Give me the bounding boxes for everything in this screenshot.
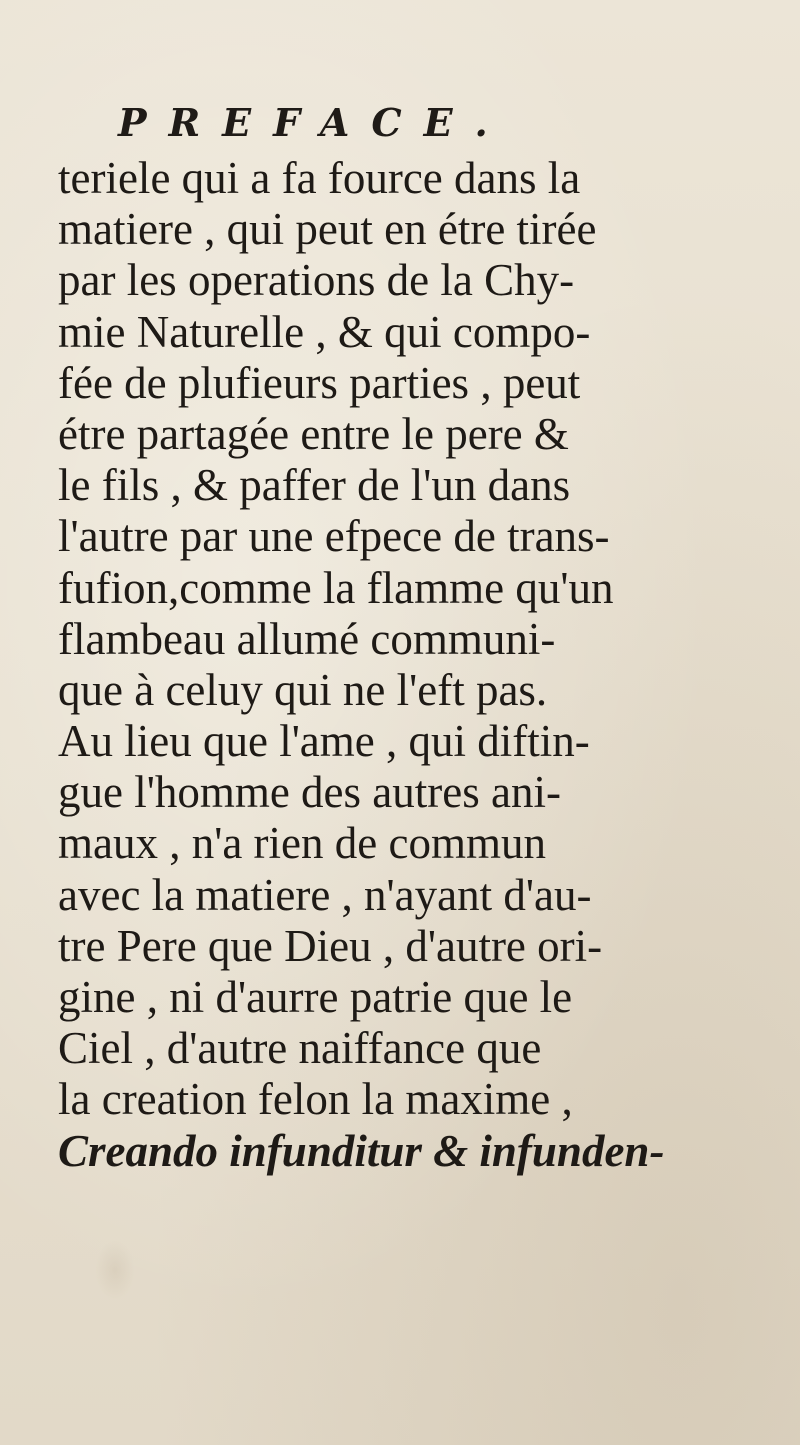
text-line: matiere , qui peut en étre tirée [58,204,597,255]
text-line-italic: Creando infunditur & infunden- [58,1125,665,1176]
text-line: par les operations de la Chy- [58,255,575,306]
text-line: Au lieu que l'ame , qui diftin- [58,716,590,767]
body-text [58,153,758,1177]
text-line: fufion,comme la flamme qu'un [58,562,614,613]
text-line: le fils , & paffer de l'un dans [58,460,571,511]
running-head: PREFACE. [118,100,510,145]
text-line: avec la matiere , n'ayant d'au- [58,869,592,920]
text-line: l'autre par une efpece de trans- [58,511,610,562]
text-line: teriele qui a fa fource dans la [58,153,581,203]
text-line: fée de plufieurs parties , peut [58,357,581,408]
text-line: gine , ni d'aurre patrie que le [58,972,573,1022]
text-line: flambeau allumé communi- [58,613,556,664]
text-line: mie Naturelle , & qui compo- [58,306,591,357]
text-line: gue l'homme des autres ani- [58,767,561,818]
text-line: étre partagée entre le pere & [58,408,569,459]
text-line: maux , n'a rien de commun [58,818,546,869]
text-line: que à celuy qui ne l'eft pas. [58,664,548,715]
text-line: tre Pere que Dieu , d'autre ori- [58,920,603,971]
text-line: la creation felon la maxime , [58,1074,573,1125]
paper-stain [95,1240,135,1300]
text-line: Ciel , d'autre naiffance que [58,1023,542,1074]
